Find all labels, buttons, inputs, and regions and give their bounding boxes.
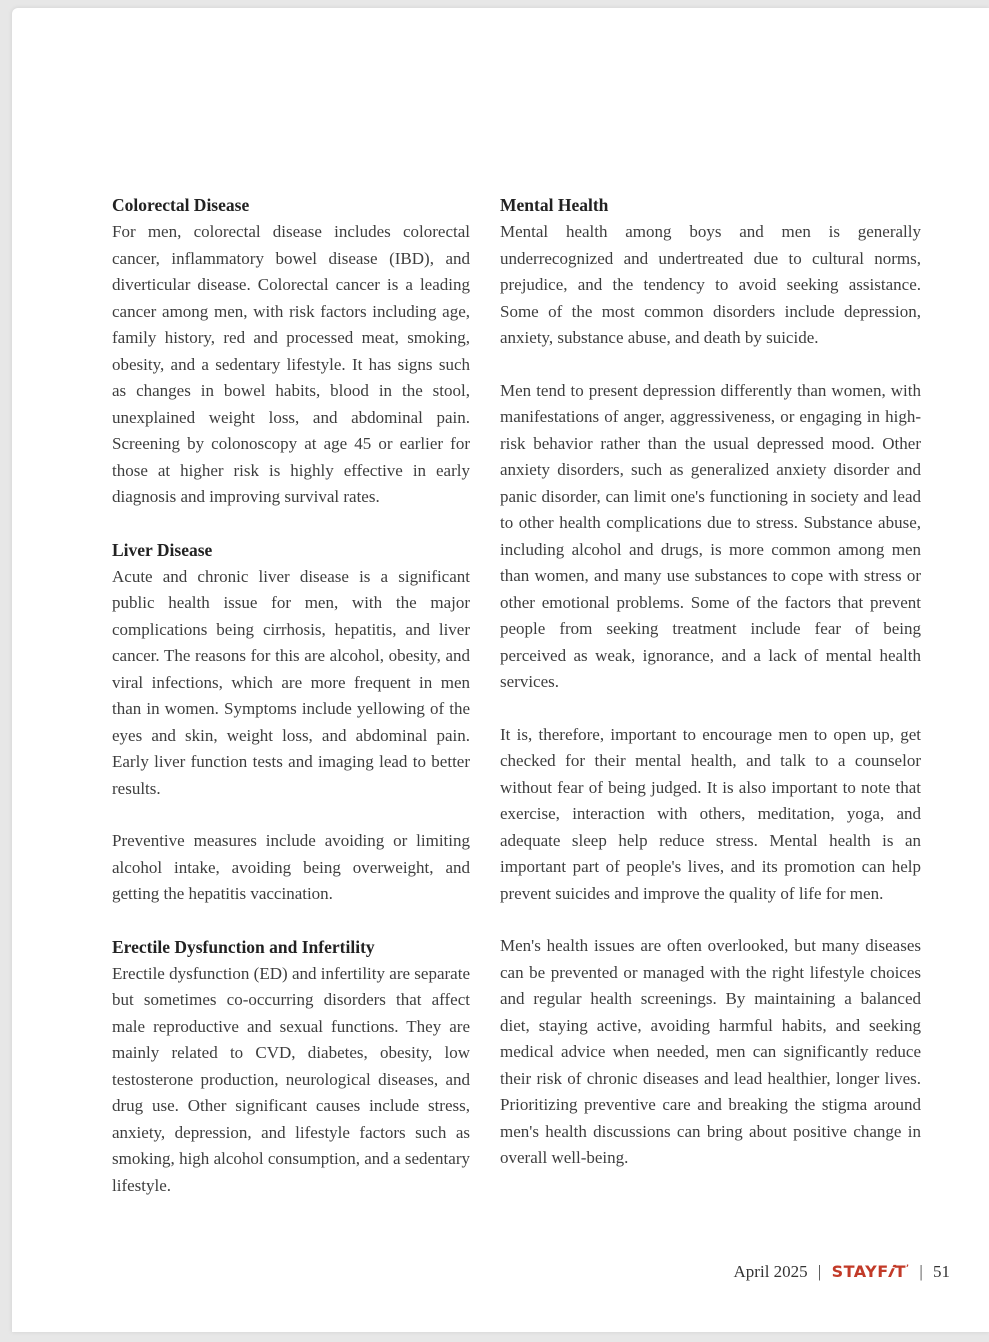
section-heading: Mental Health bbox=[500, 195, 609, 215]
footer-separator: | bbox=[919, 1262, 923, 1281]
stayfit-logo-styled-i: i bbox=[886, 1262, 897, 1281]
left-column bbox=[112, 192, 470, 1199]
section-colorectal-disease bbox=[112, 192, 470, 511]
paragraph: Acute and chronic liver disease is a significant public health issue for men, with the major complications being cirrhosis, hepatitis, and liver cancer. The reasons for this are alcohol, obesity, and viral infections, which are more frequent in men than in women. Symptoms include yellowing of the eyes and skin, weight loss, and abdominal pain. Early liver function tests and imaging lead to better results. bbox=[112, 566, 470, 798]
stayfit-logo-part1: STAYF bbox=[831, 1262, 889, 1281]
stayfit-logo-part2: T bbox=[894, 1262, 907, 1281]
section-heading: Colorectal Disease bbox=[112, 195, 250, 215]
section-erectile-dysfunction-and-infertility bbox=[112, 934, 470, 1200]
magazine-page bbox=[12, 8, 989, 1332]
paragraph: Men tend to present depression differently than women, with manifestations of anger, aggressiveness, or engaging in high-risk behavior rather than the usual depressed mood. Other anxiety disorders, such as generalized anxiety disorder and panic disorder, can limit one's functioning in society and lead to other health complications due to stress. Substance abuse, including alcohol and drugs, is more common among men than women, and many use substances to cope with stress or other emotional problems. Some of the factors that prevent people from seeking treatment include fear of being perceived as weak, ignorance, and a lack of mental health services. bbox=[500, 380, 921, 691]
stayfit-logo bbox=[832, 1262, 910, 1281]
section-liver-disease bbox=[112, 537, 470, 908]
footer-separator: | bbox=[817, 1262, 822, 1281]
footer-date: April 2025 bbox=[733, 1262, 808, 1281]
paragraph: Men's health issues are often overlooked, but many diseases can be prevented or managed with the right lifestyle choices and regular health screenings. By maintaining a balanced diet, staying active, avoiding harmful habits, and seeking medical advice when needed, men can significantly reduce their risk of chronic diseases and lead healthier, longer lives. Prioritizing preventive care and breaking the stigma around men's health discussions can bring about positive change in overall well-being. bbox=[500, 936, 921, 1167]
paragraph: It is, therefore, important to encourage men to open up, get checked for their mental health, and talk to a counselor without fear of being judged. It is also important to note that exercise, interaction with others, meditation, yoga, and adequate sleep help reduce stress. Mental health is an important part of people's lives, and its promotion can help prevent suicides and improve the quality of life for men. bbox=[500, 724, 921, 903]
section-heading: Liver Disease bbox=[112, 539, 213, 560]
stayfit-trademark-icon: ’ bbox=[906, 1263, 910, 1273]
paragraph: Preventive measures include avoiding or limiting alcohol intake, avoiding being overweight, and getting the hepatitis vaccination. bbox=[112, 831, 470, 903]
paragraph: For men, colorectal disease includes colorectal cancer, inflammatory bowel disease (IBD), and diverticular disease. Colorectal cancer is a leading cancer among men, with risk factors including age, family history, red and processed meat, smoking, obesity, and a sedentary lifestyle. It has signs such as changes in bowel habits, blood in the stool, unexplained weight loss, and abdominal pain. Screening by colonoscopy at age 45 or earlier for those at higher risk is highly effective in early diagnosis and improving survival rates. bbox=[112, 222, 470, 506]
section-heading: Erectile Dysfunction and Infertility bbox=[112, 936, 375, 957]
paragraph: Mental health among boys and men is generally underrecognized and undertreated due to cultural norms, prejudice, and the tendency to avoid seeking assistance. Some of the most common disorders include depression, anxiety, substance abuse, and death by suicide. bbox=[500, 222, 921, 347]
section-mental-health bbox=[500, 192, 921, 1172]
paragraph: Erectile dysfunction (ED) and infertility are separate but sometimes co-occurring disorders that affect male reproductive and sexual functions. They are mainly related to CVD, diabetes, obesity, low testosterone production, neurological diseases, and drug use. Other significant causes include stress, anxiety, depression, and lifestyle factors such as smoking, high alcohol consumption, and a sedentary lifestyle. bbox=[112, 963, 470, 1195]
right-column bbox=[500, 192, 921, 1172]
page-footer bbox=[734, 1262, 950, 1282]
footer-page-number: 51 bbox=[933, 1262, 950, 1281]
